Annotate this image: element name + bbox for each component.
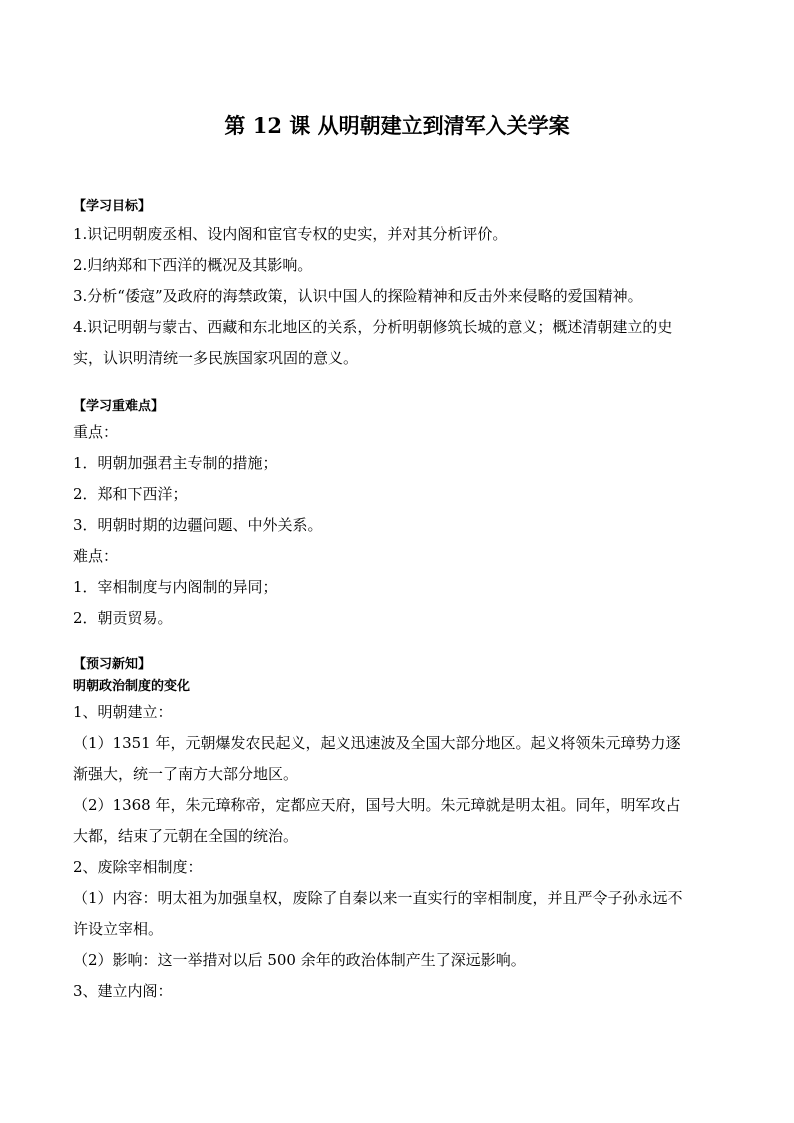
preview-line: 1、明朝建立： bbox=[73, 703, 173, 721]
goal-item: 4.识记明朝与蒙古、西藏和东北地区的关系，分析明朝修筑长城的意义；概述清朝建立的史 bbox=[73, 318, 673, 336]
difficult-item: 1．宰相制度与内阁制的异同； bbox=[73, 578, 278, 596]
key-item: 3．明朝时期的边疆问题、中外关系。 bbox=[73, 516, 323, 534]
goal-item: 1.识记明朝废丞相、设内阁和宦官专权的史实，并对其分析评价。 bbox=[73, 225, 508, 243]
preview-line: 3、建立内阁： bbox=[73, 982, 173, 1000]
key-item: 1．明朝加强君主专制的措施； bbox=[73, 454, 278, 472]
page-title: 第 12 课 从明朝建立到清军入关学案 bbox=[224, 113, 570, 138]
preview-line: （2）1368 年，朱元璋称帝，定都应天府，国号大明。朱元璋就是明太祖。同年，明军攻占 bbox=[73, 796, 681, 814]
preview-line: 大都，结束了元朝在全国的统治。 bbox=[73, 827, 299, 845]
section-heading-key-points: 【学习重难点】 bbox=[73, 399, 165, 414]
goal-item: 3.分析“倭寇”及政府的海禁政策，认识中国人的探险精神和反击外来侵略的爱国精神。 bbox=[73, 287, 643, 305]
key-item: 2．郑和下西洋； bbox=[73, 485, 188, 503]
preview-line: （1）内容：明太祖为加强皇权，废除了自秦以来一直实行的宰相制度，并且严令子孙永远不 bbox=[73, 889, 683, 907]
section-heading-preview: 【预习新知】 bbox=[73, 657, 152, 672]
difficult-label: 难点： bbox=[73, 547, 119, 565]
preview-subheading: 明朝政治制度的变化 bbox=[73, 679, 191, 694]
goal-item-continuation: 实，认识明清统一多民族国家巩固的意义。 bbox=[73, 349, 359, 367]
goal-item: 2.归纳郑和下西洋的概况及其影响。 bbox=[73, 256, 313, 274]
key-label: 重点： bbox=[73, 423, 119, 441]
difficult-item: 2．朝贡贸易。 bbox=[73, 609, 173, 627]
preview-line: （1）1351 年，元朝爆发农民起义，起义迅速波及全国大部分地区。起义将领朱元璋势力逐 bbox=[73, 734, 681, 752]
preview-line: 2、废除宰相制度： bbox=[73, 858, 203, 876]
preview-line: （2）影响：这一举措对以后 500 余年的政治体制产生了深远影响。 bbox=[73, 951, 526, 969]
section-heading-goals: 【学习目标】 bbox=[73, 199, 152, 214]
preview-line: 许设立宰相。 bbox=[73, 920, 164, 938]
preview-line: 渐强大，统一了南方大部分地区。 bbox=[73, 765, 299, 783]
